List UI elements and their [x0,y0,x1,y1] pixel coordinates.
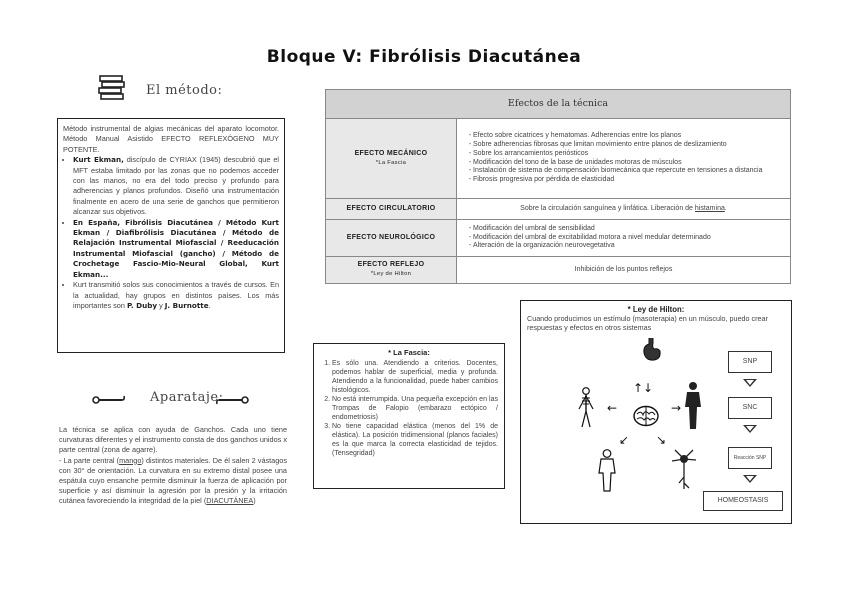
stomach-icon [641,337,663,368]
effects-table [325,89,791,284]
skeleton-icon [576,387,596,434]
arrow-down: ↓ [643,381,654,395]
aparataje-p1: La técnica se aplica con ayuda de Ganchos. Cada uno tiene curvaturas diferentes y el instrumento consta de dos ganchos unidos x parte central (zona de agarre). [59,425,287,455]
fascia-box [313,343,505,489]
effect-circulatorio-content: Sobre la circulación sanguínea y linfática. Liberación de histamina. [457,199,791,220]
arrow-left: ← [607,401,618,415]
aparataje-text [59,425,287,507]
effect-reflejo-content: Inhibición de los puntos reflejos [457,257,791,284]
mecanico-item: - Efecto sobre cicatrices y hematomas. Adherencias entre los planos [473,132,786,141]
neurologico-item: - Modificación del umbral de sensibilidad [473,225,786,234]
effect-neurologico-content [457,220,791,257]
mecanico-item: - Sobre adherencias fibrosas que limitan movimiento entre planos de deslizamiento [473,141,786,150]
effect-mecanico-content [457,119,791,199]
arrow-right: → [671,401,682,415]
flow-snp: SNP [728,351,772,373]
page-title: Bloque V: Fibrólisis Diacutánea [266,47,582,67]
mecanico-item: - Fibrosis progresiva por pérdida de elasticidad [473,176,786,185]
neurologico-item: - Alteración de la organización neurovegetativa [473,242,786,251]
method-box [57,118,285,353]
kurt-ekman-name: Kurt Ekman, [73,155,124,165]
arrow-up: ↑ [633,381,644,395]
mecanico-item: - Modificación del tono de la base de unidades motoras de músculos [473,159,786,168]
books-icon [98,74,126,100]
hook-left-icon [92,392,126,410]
neurologico-item: - Modificación del umbral de excitabilidad motora a nivel medular determinado [473,234,786,243]
hilton-box [520,300,792,524]
method-heading: El método: [146,83,223,98]
effects-header: Efectos de la técnica [326,90,791,119]
flow-reaccion-snp: Reacción SNP [728,447,772,469]
method-bullet-2: • En España, Fibrólisis Diacutánea / Método Kurt Ekman / Diafibrólisis Diacutánea / Método de Relajación Instrumental Miofascial / Reeducación Instrumental Miofascial (gancho) / Método de Crochetage Fascio-Mio-Neural Global, Kurt Ekman... [73,218,279,280]
brain-icon [633,405,659,432]
fascia-heading: * La Fascia: [388,348,430,357]
hilton-text: Cuando producimos un estímulo (masoterapia) en un músculo, puedo crear respuestas y efectos en otros sistemas [527,314,768,333]
method-intro: Método instrumental de algias mecánicas del aparato locomotor. Método Manual Asistido EFECTO REFLEXÓGENO MUY POTENTE. [63,124,279,154]
body-icon [596,449,618,498]
hilton-heading: * Ley de Hilton: [627,305,685,314]
flow-snc: SNC [728,397,772,419]
method-bullet-3: • Kurt transmitió solos sus conocimientos a través de cursos. En la actualidad, hay grupos en distintos países. Los más importantes son P. Duby y J. Burnotte. [73,280,279,311]
flow-homeostasis: HOMEOSTASIS [703,491,783,511]
neuron-icon [669,447,699,496]
effect-circulatorio-label: EFECTO CIRCULATORIO [326,199,457,220]
fascia-item: 3. No tiene capacidad elástica (menos del 1% de elástica). La posición tridimensional (planos faciales) es la que marca la correcta elasticidad de tejidos. (Tensegridad) [332,422,498,458]
effect-mecanico-label: EFECTO MECÁNICO *La Fascia [326,119,457,199]
fascia-item: 2. No está interrumpida. Una pequeña excepción en las Trompas de Falopio (embarazo ectópico / endometriosis) [332,395,498,422]
aparataje-p2: - La parte central (mango) distintos materiales. De él salen 2 vástagos con 30° de orientación. La curvatura en su extremo distal posee una espátula cuyo ensanche permite disminuir la fuerza de aplicación por superficie y así disminuir la agresión por la presión y la irritación cutánea favoreciendo la integridad de la piel (DIACUTÁNEA) [59,455,288,506]
effect-reflejo-label: EFECTO REFLEJO *Ley de Hilton [326,257,457,284]
mecanico-item: - Sobre los arrancamientos periósticos [473,150,786,159]
aparataje-heading: Aparataje: [150,390,224,405]
fascia-item: 1. Es sólo una. Atendiendo a criterios. Docentes, podemos hablar de superficial, media y profunda. Atendiendo a la funcionalidad, puede haber cambios histológicos. [332,359,498,395]
hook-right-icon [215,392,249,410]
effect-neurologico-label: EFECTO NEUROLÓGICO [326,220,457,257]
flow-arrow-1 [743,379,757,387]
arrow-se: ↘ [656,433,667,447]
muscle-figure-icon [681,381,705,436]
arrow-sw: ↙ [619,433,630,447]
method-bullet-1: • Kurt Ekman, discípulo de CYRIAX (1945) descubrió que el MFT estaba limitado por las zonas que no podemos acceder con las manos, no era del todo preciso y profundo para adherencias y planos profundos. Diseñó una instrumentación finalmente en acero de una serie de ganchos que permitieron alcanzar sus objetivos. [73,155,279,217]
flow-arrow-3 [743,475,757,483]
flow-arrow-2 [743,425,757,433]
mecanico-item: - Instalación de sistema de compensación biomecánica que repercute en tensiones a distancia [473,167,786,176]
